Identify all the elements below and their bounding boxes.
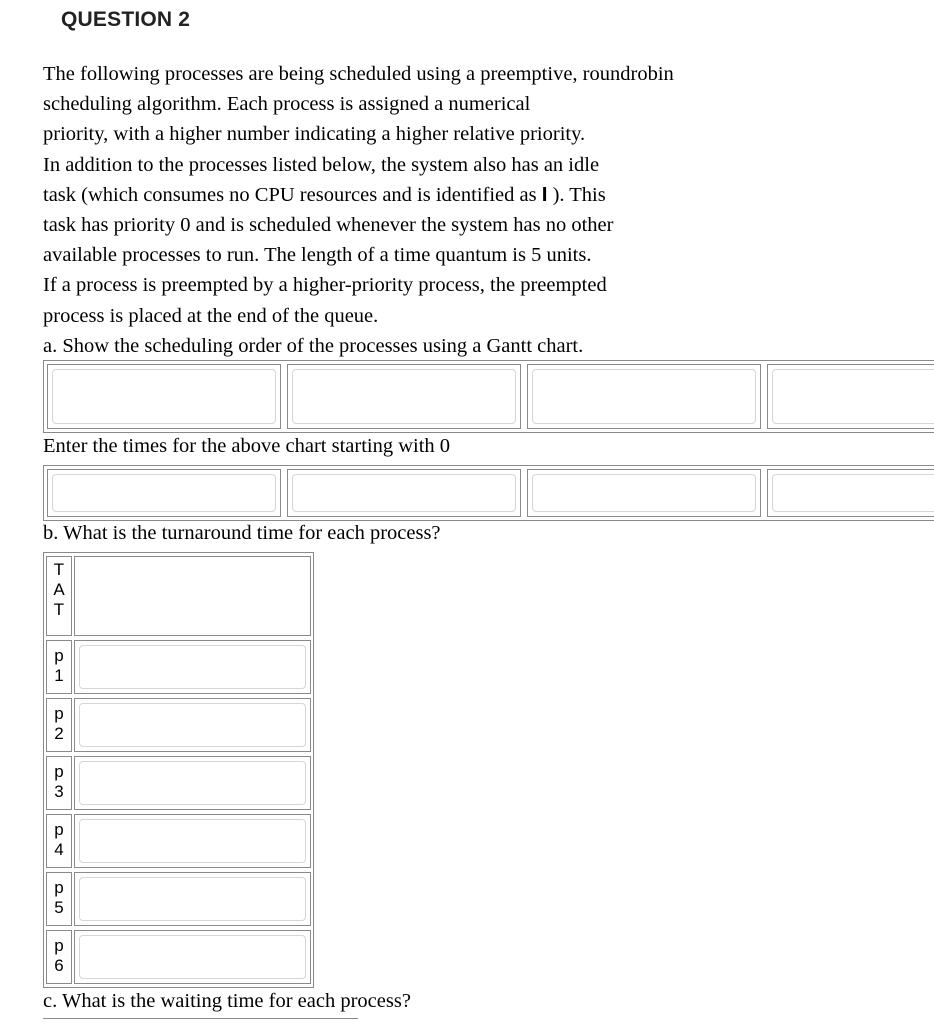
waiting-table-top-border	[43, 1018, 358, 1019]
tat-input-p1[interactable]	[79, 645, 306, 689]
process-label: p2	[46, 698, 72, 752]
tat-header-label: TAT	[46, 556, 72, 636]
gantt-input[interactable]	[52, 369, 276, 424]
gantt-cell	[287, 364, 521, 429]
gantt-input[interactable]	[772, 369, 934, 424]
tat-row	[46, 698, 311, 752]
tat-cell	[74, 814, 311, 868]
process-label: p4	[46, 814, 72, 868]
part-b-prompt: b. What is the turnaround time for each process?	[43, 522, 441, 544]
gantt-times-row	[43, 465, 934, 521]
gantt-chart-row	[43, 360, 934, 433]
gantt-cell	[47, 364, 281, 429]
tat-header-row	[46, 556, 311, 636]
tat-cell	[74, 872, 311, 926]
tat-input-p5[interactable]	[79, 877, 306, 921]
process-label: p3	[46, 756, 72, 810]
question-line: In addition to the processes listed below, the system also has an idle	[43, 153, 600, 176]
gantt-cell	[527, 364, 761, 429]
tat-cell	[74, 698, 311, 752]
question-line-text: task (which consumes no CPU resources and is identified as	[43, 183, 542, 206]
time-cell	[527, 469, 761, 517]
time-input[interactable]	[52, 474, 276, 512]
time-input[interactable]	[532, 474, 756, 512]
question-text	[43, 59, 923, 361]
question-line: process is placed at the end of the queue.	[43, 304, 379, 327]
tat-row	[46, 872, 311, 926]
time-input[interactable]	[292, 474, 516, 512]
tat-row	[46, 640, 311, 694]
process-label: p5	[46, 872, 72, 926]
tat-cell	[74, 640, 311, 694]
question-line: task has priority 0 and is scheduled whenever the system has no other	[43, 214, 614, 237]
tat-row	[46, 756, 311, 810]
tat-input-p4[interactable]	[79, 819, 306, 863]
gantt-input[interactable]	[292, 369, 516, 424]
time-cell	[287, 469, 521, 517]
tat-row	[46, 814, 311, 868]
tat-input-p2[interactable]	[79, 703, 306, 747]
tat-row	[46, 930, 311, 984]
question-line: priority, with a higher number indicating a higher relative priority.	[43, 123, 586, 146]
question-line: available processes to run. The length of a time quantum is 5 units.	[43, 244, 592, 267]
question-line-idle	[43, 180, 923, 210]
time-cell	[767, 469, 934, 517]
gantt-input[interactable]	[532, 369, 756, 424]
question-line: scheduling algorithm. Each process is assigned a numerical	[43, 93, 531, 116]
tat-cell	[74, 756, 311, 810]
question-title: QUESTION 2	[61, 8, 191, 31]
process-label: p6	[46, 930, 72, 984]
tat-input-p6[interactable]	[79, 935, 306, 979]
process-label: p1	[46, 640, 72, 694]
question-line: The following processes are being scheduled using a preemptive, roundrobin	[43, 63, 674, 85]
time-input[interactable]	[772, 474, 934, 512]
tat-input-p3[interactable]	[79, 761, 306, 805]
question-line: If a process is preempted by a higher-priority process, the preempted	[43, 274, 607, 297]
times-prompt: Enter the times for the above chart starting with 0	[43, 435, 451, 457]
tat-table	[43, 552, 314, 988]
part-a-prompt: a. Show the scheduling order of the processes using a Gantt chart.	[43, 334, 584, 357]
gantt-cell	[767, 364, 934, 429]
tat-cell	[74, 930, 311, 984]
tat-header-cell	[74, 556, 311, 636]
idle-symbol: I	[541, 182, 548, 206]
idle-suffix: ). This	[547, 183, 606, 206]
part-c-prompt: c. What is the waiting time for each process?	[43, 990, 411, 1012]
time-cell	[47, 469, 281, 517]
